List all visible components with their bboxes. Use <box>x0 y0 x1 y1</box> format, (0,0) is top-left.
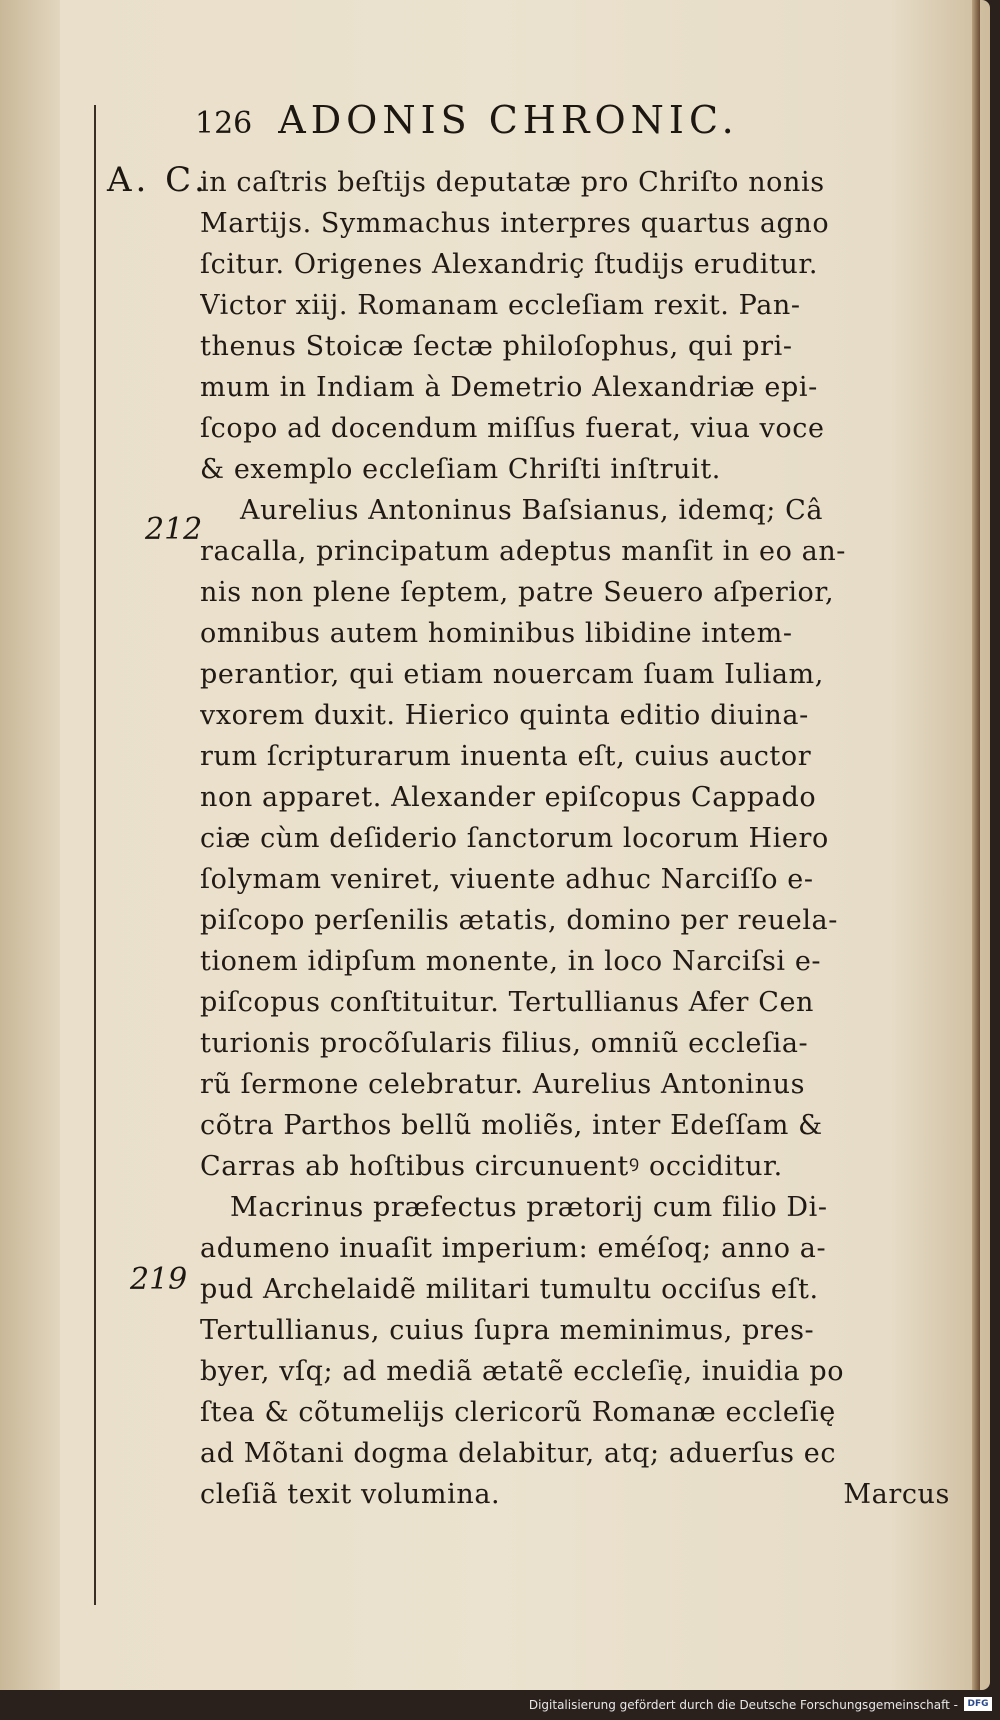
text-line: & exemplo eccleſiam Chriſti inſtruit. <box>200 454 721 485</box>
text-line: Tertullianus, cuius ſupra meminimus, pres- <box>200 1315 815 1346</box>
text-line: Macrinus præfectus prætorij cum filio Di- <box>230 1192 828 1223</box>
text-line <box>200 1474 960 1515</box>
text-line: mum in Indiam à Demetrio Alexandriæ epi- <box>200 372 818 403</box>
dfg-logo: DFG <box>964 1697 992 1711</box>
catchword: Marcus <box>843 1479 950 1510</box>
text-line: adumeno inuaſit imperium: eméſoq; anno a- <box>200 1233 827 1264</box>
text-line: piſcopus conſtituitur. Tertullianus Afer Cen <box>200 987 815 1018</box>
page-edge <box>972 0 980 1690</box>
text-line: ſcopo ad docendum miſſus fuerat, viua voce <box>200 413 825 444</box>
margin-era-label: A. C. <box>107 160 209 200</box>
text-line: in caſtris beſtijs deputatæ pro Chriſto nonis <box>200 167 825 198</box>
text-line: Martijs. Symmachus interpres quartus agno <box>200 208 830 239</box>
text-line: nis non plene ſeptem, patre Seuero aſperior, <box>200 577 835 608</box>
text-line: rum ſcripturarum inuenta eſt, cuius auctor <box>200 741 812 772</box>
page-number: 126 <box>195 106 253 141</box>
text-line: ſtea & cõtumelijs clericorũ Romanæ eccleſię <box>200 1397 836 1428</box>
text-line: ſcitur. Origenes Alexandriç ſtudijs eruditur. <box>200 249 819 280</box>
text-line: omnibus autem hominibus libidine intem- <box>200 618 793 649</box>
body-text <box>200 162 960 1515</box>
footer-credit: Digitalisierung gefördert durch die Deutsche Forschungsgemeinschaft - <box>528 1698 958 1712</box>
text-line: perantior, qui etiam nouercam ſuam Iuliam, <box>200 659 824 690</box>
text-line: tionem idipſum monente, in loco Narciſsi e- <box>200 946 822 977</box>
text-line: Victor xiij. Romanam eccleſiam rexit. Pan- <box>200 290 801 321</box>
margin-year-219: 219 <box>130 1262 188 1297</box>
margin-rule <box>94 105 96 1605</box>
digitization-footer <box>0 1690 1000 1720</box>
text-line: Carras ab hoſtibus circunuentꝰ occiditur. <box>200 1151 783 1182</box>
text-line: non apparet. Alexander epiſcopus Cappado <box>200 782 817 813</box>
running-title: ADONIS CHRONIC. <box>278 98 739 142</box>
margin-year-212: 212 <box>145 512 203 547</box>
text-line: pud Archelaidẽ militari tumultu occiſus eſt. <box>200 1274 819 1305</box>
text-line: ciæ cùm deſiderio ſanctorum locorum Hiero <box>200 823 829 854</box>
text-line: rũ ſermone celebratur. Aurelius Antoninus <box>200 1069 806 1100</box>
page-gutter <box>0 0 60 1690</box>
running-head <box>195 98 895 158</box>
text-line: vxorem duxit. Hierico quinta editio diuina- <box>200 700 809 731</box>
text-line: cõtra Parthos bellũ moliẽs, inter Edeſſam & <box>200 1110 823 1141</box>
last-text-line: cleſiã texit volumina. <box>200 1479 501 1510</box>
text-line: Aurelius Antoninus Baſsianus, idemq; Câ <box>240 495 824 526</box>
text-line: racalla, principatum adeptus manſit in eo an- <box>200 536 847 567</box>
text-line: piſcopo perſenilis ætatis, domino per reuela- <box>200 905 838 936</box>
text-line: ad Mõtani dogma delabitur, atq; aduerſus ec <box>200 1438 837 1469</box>
text-line: turionis procõſularis filius, omniũ eccleſia- <box>200 1028 809 1059</box>
text-line: thenus Stoicæ ſectæ philoſophus, qui pri- <box>200 331 793 362</box>
text-line: byer, vſq; ad mediã ætatẽ eccleſię, inuidia po <box>200 1356 845 1387</box>
text-line: ſolymam veniret, viuente adhuc Narciſſo e- <box>200 864 814 895</box>
